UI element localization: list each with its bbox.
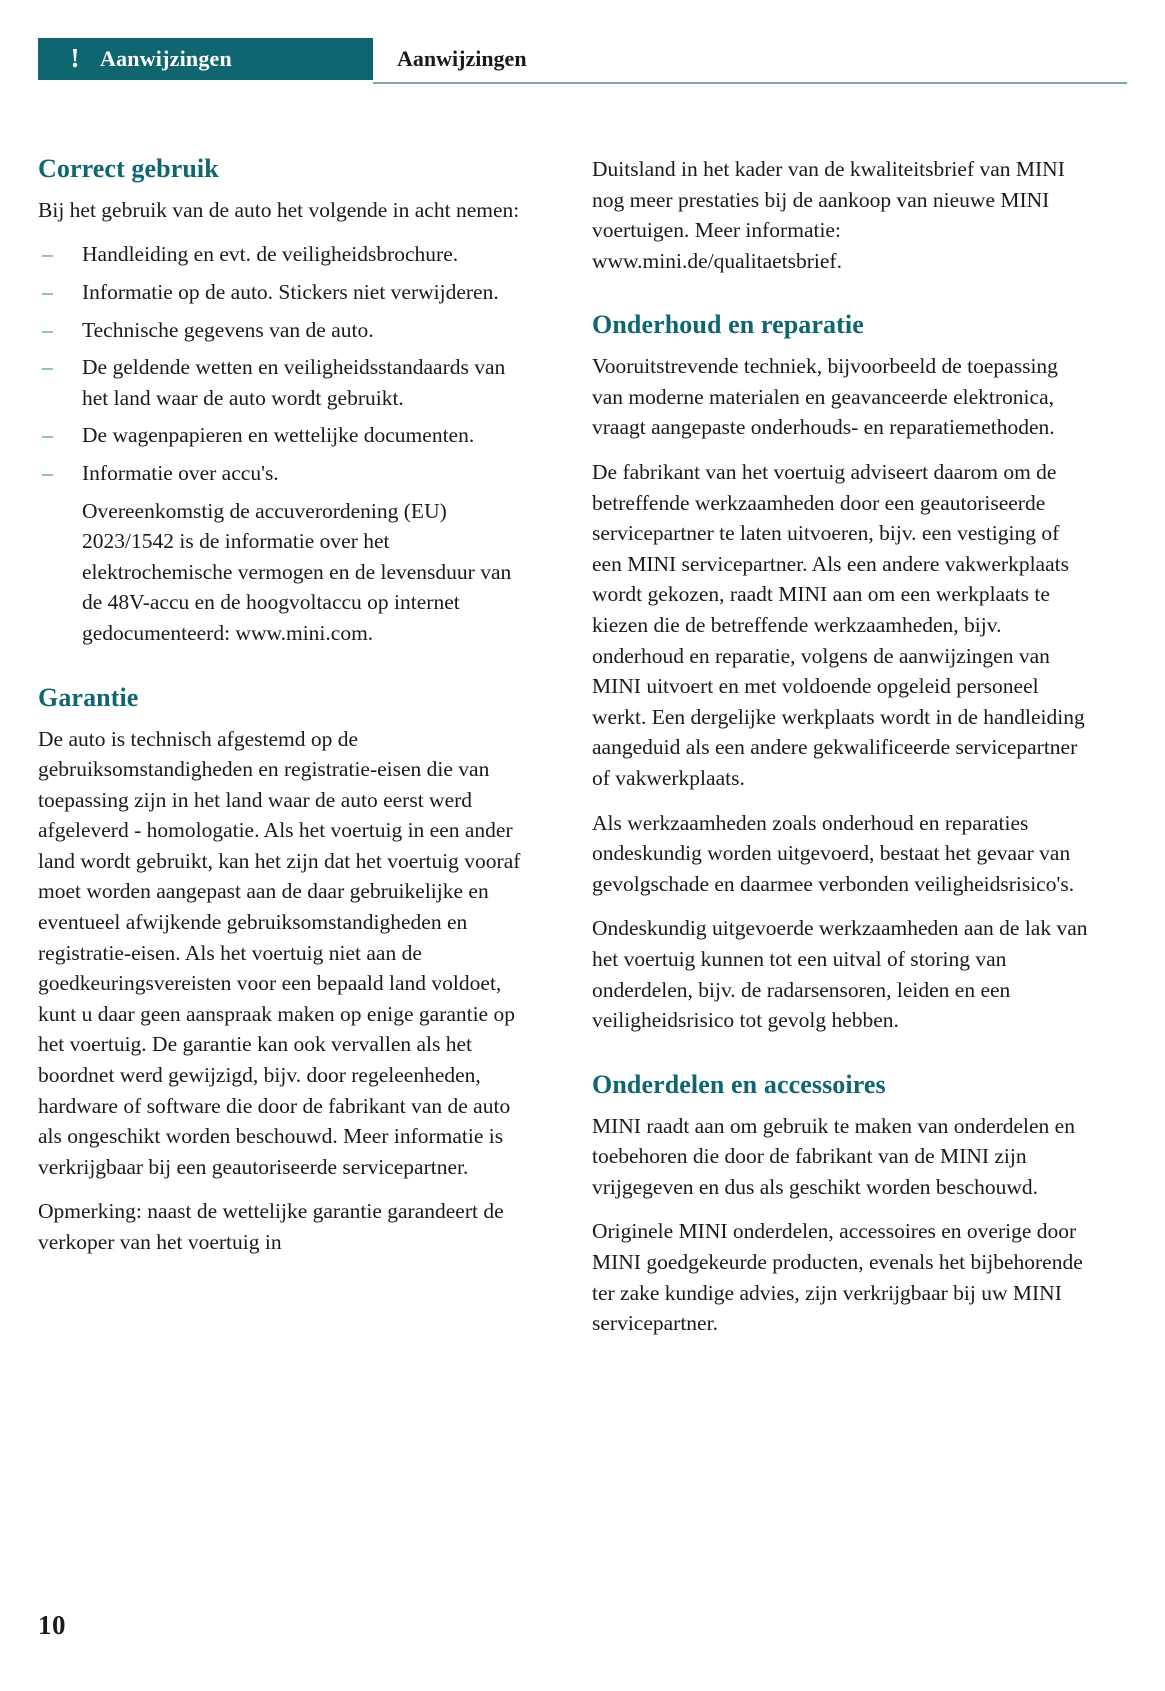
list-item-text: Handleiding en evt. de veiligheidsbrochure.	[82, 242, 459, 267]
list-item-text: Informatie over accu's.	[82, 461, 279, 486]
list-item-text: Informatie op de auto. Stickers niet verwijderen.	[82, 280, 499, 305]
paragraph-onderdelen-2: Originele MINI onderdelen, accessoires en overige door MINI goedgekeurde producten, evenals het bijbehorende ter zake kundige advies, zijn verkrijgbaar bij uw MINI servicepartner.	[592, 1219, 1083, 1336]
dash-bullet-icon: –	[42, 280, 53, 305]
dash-bullet-icon: –	[42, 355, 53, 380]
paragraph-onderhoud-3: Als werkzaamheden zoals onderhoud en reparaties ondeskundig worden uitgevoerd, bestaat het gevaar van gevolgschade en daarmee verbonden veiligheidsrisico's.	[592, 810, 1075, 896]
list-item	[38, 277, 534, 308]
list-item-text: De wagenpapieren en wettelijke documenten.	[82, 423, 475, 448]
running-header	[38, 38, 1127, 84]
dash-bullet-icon: –	[42, 461, 53, 486]
chapter-tag-label: Aanwijzingen	[100, 46, 232, 71]
paragraph-onderhoud-2: De fabrikant van het voertuig adviseert daarom om de betreffende werkzaamheden door een geautoriseerde servicepartner te laten uitvoeren, bijv. een vestiging of een MINI servicepartner. Als een andere vakwerkplaats wordt gekozen, raadt MINI aan om een werkplaats te kiezen die de betreffende werkzaamheden, bijv. onderhoud en reparatie, volgens de aanwijzingen van MINI uitvoert en met voldoende opgeleid personeel werkt. Een dergelijke werkplaats wordt in de handleiding aangeduid als een andere gekwalificeerde servicepartner of vakwerkplaats.	[592, 460, 1085, 790]
requirements-list	[38, 239, 534, 648]
chapter-tag	[38, 38, 373, 80]
paragraph-onderhoud-4: Ondeskundig uitgevoerde werkzaamheden aan de lak van het voertuig kunnen tot een uitval of storing van onderdelen, bijv. de radarsensoren, leiden en een veiligheidsrisico tot gevolg hebben.	[592, 916, 1088, 1033]
paragraph-intro: Bij het gebruik van de auto het volgende in acht nemen:	[38, 197, 520, 222]
document-page	[0, 38, 1165, 1691]
header-row	[38, 38, 1127, 80]
list-item	[38, 352, 534, 413]
left-column	[38, 154, 534, 1339]
right-column	[592, 154, 1088, 1339]
list-item	[38, 239, 534, 270]
dash-bullet-icon: –	[42, 242, 53, 267]
dash-bullet-icon: –	[42, 317, 53, 342]
list-item	[38, 315, 534, 346]
dash-bullet-icon: –	[42, 423, 53, 448]
paragraph-onderhoud-1: Vooruitstrevende techniek, bijvoorbeeld de toepassing van moderne materialen en geavanceerde elektronica, vraagt aangepaste onderhouds- en reparatiemethoden.	[592, 354, 1058, 440]
list-item-text: De geldende wetten en veiligheidsstandaards van het land waar de auto wordt gebruikt.	[82, 355, 506, 410]
exclamation-mark-icon: !	[70, 42, 80, 73]
paragraph-garantie-continued: Duitsland in het kader van de kwaliteitsbrief van MINI nog meer prestaties bij de aankoop van nieuwe MINI voertuigen. Meer informatie: www.mini.de/qualitaetsbrief.	[592, 157, 1065, 273]
chapter-title: Aanwijzingen	[397, 46, 527, 71]
list-item	[38, 458, 534, 649]
paragraph-onderdelen-1: MINI raadt aan om gebruik te maken van onderdelen en toebehoren die door de fabrikant van de MINI zijn vrijgegeven en dus als geschikt worden beschouwd.	[592, 1113, 1075, 1199]
heading-onderhoud-en-reparatie: Onderhoud en reparatie	[592, 310, 864, 340]
paragraph-garantie-2: Opmerking: naast de wettelijke garantie garandeert de verkoper van het voertuig in	[38, 1199, 504, 1254]
body-columns	[38, 154, 1127, 1339]
list-item-subtext: Overeenkomstig de accuverordening (EU) 2023/1542 is de informatie over het elektrochemische vermogen en de levensduur van de 48V-accu en de hoogvoltaccu op internet gedocumenteerd: www.mini.com.	[82, 498, 512, 646]
list-item	[38, 420, 534, 451]
heading-garantie: Garantie	[38, 682, 139, 712]
heading-onderdelen-en-accessoires: Onderdelen en accessoires	[592, 1069, 886, 1099]
heading-correct-gebruik: Correct gebruik	[38, 154, 219, 183]
header-divider	[373, 82, 1127, 84]
paragraph-garantie-1: De auto is technisch afgestemd op de gebruiksomstandigheden en registratie-eisen die van toepassing zijn in het land waar de auto eerst werd afgeleverd - homologatie. Als het voertuig in een ander land wordt gebruikt, kan het zijn dat het voertuig vooraf moet worden aangepast aan de daar gebruikelijke en eventueel afwijkende gebruiksomstandigheden en registratie-eisen. Als het voertuig niet aan de goedkeuringsvereisten voor een bepaald land voldoet, kunt u daar geen aanspraak maken op enige garantie op het voertuig. De garantie kan ook vervallen als het boordnet werd gewijzigd, bijv. door regeleenheden, hardware of software die door de fabrikant van de auto als ongeschikt worden beschouwd. Meer informatie is verkrijgbaar bij een geautoriseerde servicepartner.	[38, 726, 521, 1179]
page-number: 10	[38, 1610, 66, 1640]
list-item-text: Technische gegevens van de auto.	[82, 317, 374, 342]
